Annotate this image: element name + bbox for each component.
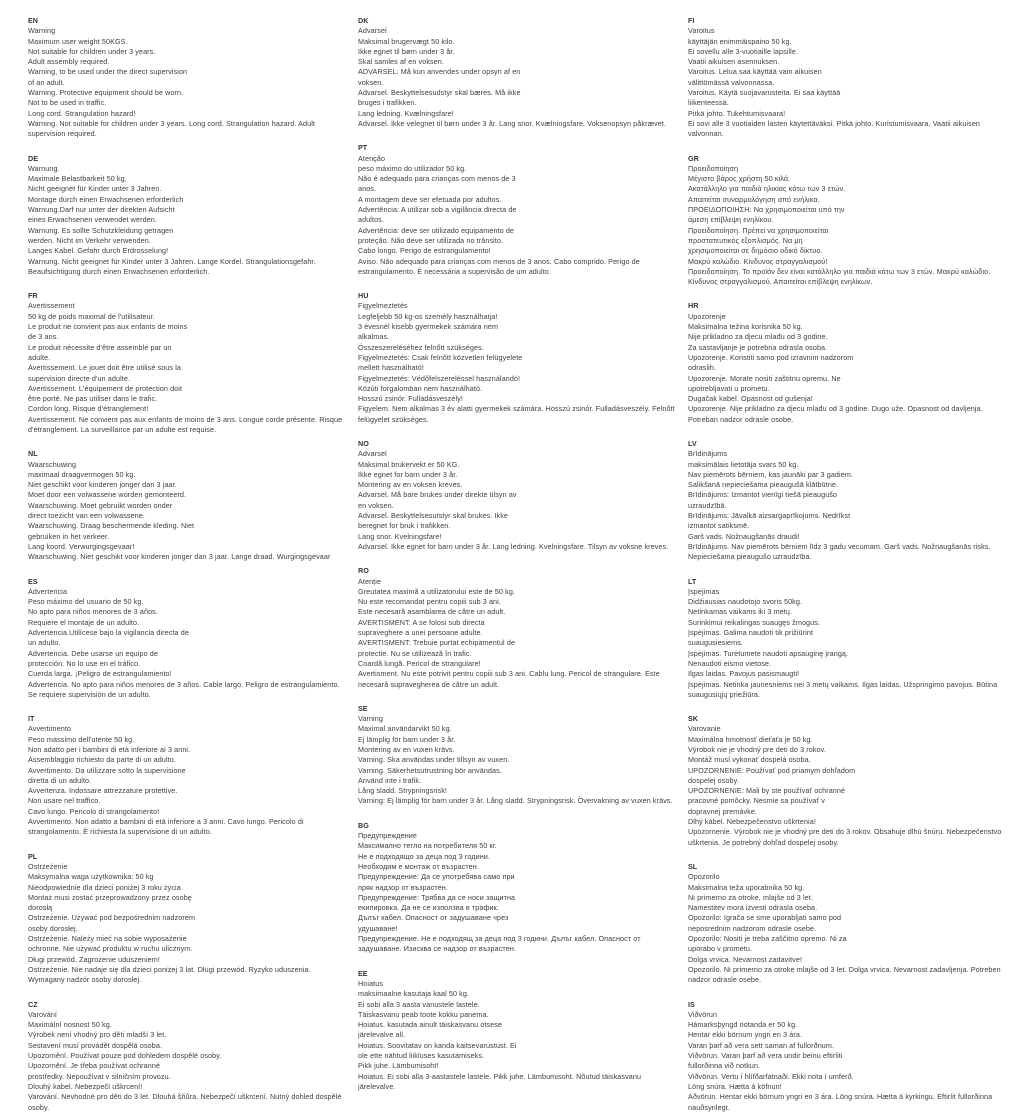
warning-text-line: Non usare nel traffico. xyxy=(28,796,101,806)
warning-text-line: Upozorenje. Morate nositi zaštitnu opremu. Ne xyxy=(688,373,841,383)
warning-text-line: Προειδοποίηση. Το προϊόν δεν είναι κατάλληλο για παιδιά κάτω των 3 ετών. Μακρύ καλώδιο. Κίνδυνος στραγγαλισμού. Απαιτείται επίβλεψη ενηλίκων. xyxy=(688,266,991,287)
language-code-label: DK xyxy=(358,16,369,25)
warning-text-line: Varoitus xyxy=(688,26,715,36)
warning-text-line: uzraudzībā. xyxy=(688,500,727,510)
warning-text-line: Avertissement. Ne convient pas aux enfants de moins de 3 ans. Longue corde présente. Risque d'étranglement. La surveillance par un adulte est requise. xyxy=(28,414,343,434)
warning-text-line: χρησιμοποιείται σε δημόσιο οδικό δίκτυο. xyxy=(688,246,823,256)
language-code-label: BG xyxy=(358,820,369,830)
warning-text-line: osoby dorosłej. xyxy=(28,923,78,933)
warning-text-line: Figyelmeztetés: Védőfelszereléssel használandó! xyxy=(358,373,521,383)
warning-text-line: Surinkimui reikalingas suaugęs žmogus. xyxy=(688,617,821,627)
warning-text-line: Avertissement xyxy=(28,301,75,311)
warning-text-line: Upozorenje. Koristiti samo pod izravnim nadzorom xyxy=(688,352,854,362)
lang-section-lt xyxy=(688,577,1008,701)
warning-text-line: Įspėjimas. Netinka jaunesniems nei 3 metų vaikams. Ilgas laidas. Užspringimo pavojus. Būtina suaugusiųjų priežiūra. xyxy=(688,679,998,699)
warning-text-line: Peso massimo dell'utente 50 kg. xyxy=(28,734,135,744)
warning-text-line: dospelej osoby. xyxy=(688,775,739,785)
warning-text-line: Dolga vrvica. Nevarnost zadavitve! xyxy=(688,954,803,964)
warning-text-line: Предупреждение. Не е подходящ за деца под 3 години. Дълъг кабел. Опасност от задушаване. Изисква се надзор от възрастен. xyxy=(358,934,641,954)
warning-text-line: Ακατάλληλο για παιδιά ηλικίας κάτω των 3 ετών. xyxy=(688,184,846,194)
warning-text-line: pracovné pomôcky. Nesmie sa používať v xyxy=(688,796,825,806)
warning-text-line: Varning. Ska användas under tillsyn av vuxen. xyxy=(358,755,510,765)
warning-text-line: Namestitev mora izvesti odrasla oseba. xyxy=(688,903,818,913)
language-code-label: FI xyxy=(688,16,695,25)
warning-text-line: prostředky. Nepoužívat v silničním provozu. xyxy=(28,1071,171,1081)
warning-text-line: Opozorilo xyxy=(688,872,720,882)
warning-text-line: Täiskasvanu peab toote kokku panema. xyxy=(358,1009,489,1019)
warning-text-line: Nije prikladno za djecu mlađu od 3 godine. xyxy=(688,332,828,342)
warning-text-line: Upozornění. Používat pouze pod dohledem dospělé osoby. xyxy=(28,1051,222,1061)
warning-text-line: välittömässä valvonnassa. xyxy=(688,77,775,87)
warning-text-line: 50 kg de poids maximal de l'utilisateur. xyxy=(28,311,155,321)
warning-text-line: Дълъг кабел. Опасност от задушаване чрез xyxy=(358,913,509,923)
warning-text-line: UPOZORNENIE: Používať pod priamym dohľadom xyxy=(688,765,856,775)
warning-text-line: dopravnej premávke. xyxy=(688,806,758,816)
warning-text-line: Avvertimento. Da utilizzare sotto la supervisione xyxy=(28,765,186,775)
language-code-label: SL xyxy=(688,861,698,871)
warning-text-line: Μακρύ καλώδιο. Κίνδυνος στραγγαλισμού! xyxy=(688,256,828,266)
warning-text-line: екипировка. Да не се използва в трафик. xyxy=(358,903,499,913)
warning-text-line: Cavo lungo. Pericolo di strangolamento! xyxy=(28,806,160,816)
warning-text-line: Maximálna hmotnosť dieťaťa je 50 kg. xyxy=(688,734,813,744)
language-code-label: NO xyxy=(358,438,369,448)
warning-text-line: neposrednim nadzorom odrasle osebe. xyxy=(688,923,817,933)
language-code-label: CZ xyxy=(28,999,38,1009)
warning-text-line: Assemblaggio richiesto da parte di un adulto. xyxy=(28,755,176,765)
warning-text-line: être porté. Ne pas utiliser dans le trafic. xyxy=(28,394,158,404)
warning-text-line: Viðvörun. Vertu í hlífðarfatnaði. Ekki nota í umferð. xyxy=(688,1071,854,1081)
warning-text-line: Requiere el montaje de un adulto. xyxy=(28,617,140,627)
warning-column-right xyxy=(688,16,1008,1112)
warning-text-line: Предупреждение: Да се употребява само при xyxy=(358,872,515,882)
warning-text-line: Hoiatus. Ei sobi alla 3-aastastele lastele. Pikk juhe. Lämbumisoht. Nõutud täiskasvanu järelevalve. xyxy=(358,1071,642,1091)
lang-section-sk xyxy=(688,714,1008,848)
warning-text-line: maksimālais lietotāja svars 50 kg. xyxy=(688,459,799,469)
warning-text-line: Salikšanā nepieciešama pieaugušā klātbūtne. xyxy=(688,480,839,490)
warning-text-line: 3 évesnél kisebb gyermekek számára nem xyxy=(358,322,499,332)
warning-text-line: Waarschuwing xyxy=(28,459,77,469)
warning-text-line: Hosszú zsinór. Fulladásveszély! xyxy=(358,394,463,404)
lang-section-fr xyxy=(28,291,348,435)
warning-text-line: Maximal användarvikt 50 kg. xyxy=(358,724,452,734)
lang-section-sl xyxy=(688,862,1008,986)
warning-text-line: Non adatto per i bambini di età inferiore ai 3 anni. xyxy=(28,745,191,754)
warning-text-line: Avvertimento xyxy=(28,724,72,734)
warning-text-line: Aviso. Não adequado para crianças com menos de 3 anos. Cabo comprido. Perigo de estrangulamento. É necessária a supervisão de um adulto. xyxy=(358,256,640,276)
warning-text-line: dorosłą xyxy=(28,903,53,913)
warning-text-line: Maximální nosnost 50 kg. xyxy=(28,1020,112,1030)
warning-text-line: Advarsel. Ikke velegnet til børn under 3 år. Lang snor. Kvælningsfare. Voksenopsyn påkrævet. xyxy=(358,118,667,128)
warning-text-line: Įspėjimas. Galima naudoti tik prižiūrint xyxy=(688,628,814,638)
warning-text-line: eines Erwachsenen verwendet werden. xyxy=(28,215,157,225)
lang-section-pl xyxy=(28,852,348,986)
warning-text-line: Viðvörun. Varan þarf að vera undir beinu eftirliti xyxy=(688,1051,843,1061)
warning-text-line: uporabo v prometu. xyxy=(688,944,753,954)
warning-text-line: Не е подходящо за деца под 3 години. xyxy=(358,851,490,861)
warning-text-line: A montagem deve ser efetuada por adultos. xyxy=(358,194,502,204)
warning-text-line: fullorðinna við notkun. xyxy=(688,1061,761,1071)
warning-text-line: en voksen. xyxy=(358,500,394,510)
warning-text-line: Greutatea maximă a utilizatorului este de 50 kg. xyxy=(358,586,516,596)
warning-text-line: Upozorenje. Nije prikladno za djecu mlađu od 3 godine. Dugo uže. Opasnost od davljenja. Potreban nadzor odrasle osobe. xyxy=(688,404,983,424)
warning-text-line: Not suitable for children under 3 years. xyxy=(28,46,156,56)
warning-text-line: peso máximo do utilizador 50 kg. xyxy=(358,163,467,173)
warning-text-line: Adult assembly required. xyxy=(28,57,110,67)
warning-text-line: Dugačak kabel. Opasnost od gušenja! xyxy=(688,394,813,404)
warning-text-line: Lång sladd. Strypningsrisk! xyxy=(358,786,447,796)
language-code-label: GR xyxy=(688,153,699,163)
warning-text-line: Maksimalna težina korisnika 50 kg. xyxy=(688,322,803,332)
warning-text-line: izmantot satiksmē. xyxy=(688,521,750,531)
warning-text-line: Opozorilo: Nositi je treba zaščitno opremo. Ni za xyxy=(688,934,847,944)
warning-text-line: Aðvörun. Hentar ekki börnum yngri en 3 ára. Löng snúra. Hætta á kyrkingu. Eftirlit fullorðinna nauðsynlegt. xyxy=(688,1092,993,1112)
warning-text-line: Varování xyxy=(28,1009,58,1019)
warning-text-line: Ej lämplig för barn under 3 år. xyxy=(358,734,456,744)
language-code-label: SE xyxy=(358,703,368,713)
warning-text-line: Löng snúra. Hætta á köfnun! xyxy=(688,1081,782,1091)
warning-text-line: Įspėjimas xyxy=(688,586,720,596)
language-code-label: LT xyxy=(688,576,697,586)
language-code-label: LV xyxy=(688,438,697,448)
warning-text-line: Brīdinājums: Jāvalkā aizsargaprīkojums. Nedrīkst xyxy=(688,511,851,521)
warning-text-line: Niet geschikt voor kinderen jonger dan 3 jaar. xyxy=(28,480,177,490)
warning-text-line: Προειδοποίηση xyxy=(688,163,739,173)
warning-text-line: Langes Kabel. Gefahr durch Erdrosselung! xyxy=(28,246,169,256)
warning-text-line: No apto para niños menores de 3 años. xyxy=(28,607,158,617)
warning-text-line: Upozornenie. Výrobok nie je vhodný pre deti do 3 rokov. Obsahuje dlhú šnúru. Nebezpečenstvo uškrtenia. Je potrebný dohľad dospelej osoby. xyxy=(688,827,1002,847)
lang-section-en xyxy=(28,16,348,140)
warning-text-line: Atenção xyxy=(358,153,386,163)
warning-text-line: Warnung. Nicht geeignet für Kinder unter 3 Jahren. Lange Kordel. Strangulationsgefahr. Beaufsichtigung durch einen Erwachsenen erforderlich. xyxy=(28,256,316,276)
warning-text-line: Advarsel. Beskyttelsesudstyr skal bæres. Må ikke xyxy=(358,88,521,98)
warning-text-line: mellett használható! xyxy=(358,363,424,373)
warning-text-line: Avertisment. Nu este potrivit pentru copiii sub 3 ani. Cablu lung. Pericol de strangulare. Este necesară supravegherea de către un adult. xyxy=(358,669,660,689)
lang-section-fi xyxy=(688,16,1008,140)
lang-section-gr xyxy=(688,154,1008,288)
warning-text-line: Opozorilo: Igrača se sme uporabljati samo pod xyxy=(688,913,842,923)
warning-text-line: Didžiausias naudotojo svoris 50kg. xyxy=(688,597,803,607)
warning-text-line: Warning. Protective equipment should be worn. xyxy=(28,88,184,98)
warning-text-line: άμεση επίβλεψη ενηλίκου. xyxy=(688,215,774,225)
warning-text-line: Figyelmeztetés xyxy=(358,301,408,311)
warning-text-line: Waarschuwing. Draag beschermende kleding. Niet xyxy=(28,521,195,531)
warning-text-line: ochronne. Nie używać produktu w ruchu ulicznym. xyxy=(28,944,193,954)
warning-text-line: Advertencia. Debe usarse un equipo de xyxy=(28,648,158,658)
warning-text-line: Ilgas laidas. Pavojus pasismaugti! xyxy=(688,669,800,679)
warning-text-line: Varning xyxy=(358,714,383,724)
warning-text-line: Za sastavljanje je potrebna odrasla osoba. xyxy=(688,342,828,352)
warning-text-line: werden. Nicht im Verkehr verwenden. xyxy=(28,235,151,245)
language-code-label: ES xyxy=(28,576,38,586)
warning-text-line: Ei sovellu alle 3-vuotiaille lapsille. xyxy=(688,46,799,56)
lang-section-ee xyxy=(358,969,678,1093)
warning-text-line: Warning xyxy=(28,26,56,36)
warning-text-line: direct toezicht van een volwassene. xyxy=(28,511,145,521)
warning-text-line: supraveghere a unei persoane adulte. xyxy=(358,628,483,638)
language-code-label: RO xyxy=(358,566,369,576)
warning-text-line: Este necesară asamblarea de către un adult. xyxy=(358,607,506,617)
warning-text-line: Peso máximo del usuario de 50 kg. xyxy=(28,597,144,607)
lang-section-it xyxy=(28,714,348,838)
warning-text-line: Warnung. xyxy=(28,163,60,173)
warning-text-line: suaugusiesiems. xyxy=(688,638,744,648)
lang-section-es xyxy=(28,577,348,701)
warning-text-line: Необходим е монтаж от възрастен. xyxy=(358,861,479,871)
lang-section-de xyxy=(28,154,348,278)
warning-text-line: Legfeljebb 50 kg-os személy használhatja! xyxy=(358,311,498,321)
warning-text-line: Hoiatus. kasutada ainult täiskasvanu otsese xyxy=(358,1020,503,1030)
lang-section-lv xyxy=(688,439,1008,563)
lang-section-hu xyxy=(358,291,678,425)
warning-text-line: Avertissement. Le jouet doit être utilisé sous la xyxy=(28,363,181,373)
lang-section-nl xyxy=(28,449,348,562)
lang-section-is xyxy=(688,1000,1008,1113)
warning-text-line: Använd inte i trafik. xyxy=(358,775,422,785)
warning-text-line: Advertência: deve ser utilizado equipamento de xyxy=(358,225,515,235)
warning-text-line: Cuerda larga. ¡Peligro de estrangulamiento! xyxy=(28,669,172,679)
warning-text-line: Varování. Nevhodné pro děti do 3 let. Dlouhá šňůra. Nebezpečí uškrcení. Nutný dohled dospělé osoby. xyxy=(28,1092,342,1112)
warning-text-line: Hoiatus xyxy=(358,978,384,988)
lang-section-dk xyxy=(358,16,678,129)
language-code-label: PT xyxy=(358,143,368,153)
warning-text-line: gebruiken in het verkeer. xyxy=(28,531,110,541)
warning-text-line: Ostrzeżenie. Nie nadaje się dla dzieci poniżej 3 lat. Długi przewód. Ryzyko uduszenia. Wymagany nadzór osoby dorosłej. xyxy=(28,964,311,985)
warning-text-line: Avvertenza. Indossare attrezzature protettive. xyxy=(28,786,178,796)
warning-text-line: Upozorenje xyxy=(688,311,726,321)
warning-text-line: Warnung.Darf nur unter der direkten Aufsicht xyxy=(28,205,175,215)
warning-text-line: Įspėjimas. Turėtumete naudoti apsauginę įrangą. xyxy=(688,648,849,658)
warning-text-line: of an adult. xyxy=(28,77,65,87)
warning-text-line: ADVARSEL: Må kun anvendes under opsyn af en xyxy=(358,67,521,77)
warning-text-line: Pitkä johto. Tukehtumisvaara! xyxy=(688,108,786,118)
warning-text-line: Výrobek není vhodný pro děti mladší 3 let. xyxy=(28,1030,167,1040)
warning-text-line: Warning, to be used under the direct supervision xyxy=(28,67,188,77)
warning-text-line: Opozorilo. Ni primerno za otroke mlajše od 3 let. Dolga vrvica. Nevarnost zadavljenja. Potreben nadzor odrasle osebe. xyxy=(688,964,1001,985)
warning-text-line: Varoitus. Käytä suojavarusteita. Ei saa käyttää xyxy=(688,88,841,98)
warning-text-line: Maximale Belastbarkeit 50 kg. xyxy=(28,174,127,184)
warning-text-line: Long cord. Strangulation hazard! xyxy=(28,108,136,118)
warning-text-line: Hámarksþyngd notanda er 50 kg. xyxy=(688,1020,798,1030)
warning-text-line: AVERTISMENT: Trebuie purtat echipamentul de xyxy=(358,638,516,648)
warning-text-line: Warning. Not suitable for children under 3 years. Long cord. Strangulation hazard. Adult supervision required. xyxy=(28,118,316,139)
warning-text-line: Ostrzeżenie. Używać pod bezpośrednim nadzorem xyxy=(28,913,196,923)
lang-section-se xyxy=(358,704,678,807)
warning-text-line: Ikke egnet til børn under 3 år. xyxy=(358,46,455,56)
warning-text-line: Cordon long. Risque d'étranglement! xyxy=(28,404,149,414)
warning-text-line: Długi przewód. Zagrożenie uduszeniem! xyxy=(28,954,160,964)
warning-text-line: Advarsel xyxy=(358,449,387,459)
warning-text-line: upotrebljavati u prometu. xyxy=(688,383,770,393)
warning-text-line: Netinkamas vaikams iki 3 metų. xyxy=(688,607,793,617)
warning-text-line: Összeszereléséhez felnőtt szükséges. xyxy=(358,342,484,352)
warning-text-line: Montering av en voksen kreves. xyxy=(358,480,463,490)
language-code-label: EN xyxy=(28,16,38,25)
warning-text-line: Výrobok nie je vhodný pre deti do 3 rokov. xyxy=(688,745,826,754)
warning-text-line: bruges i trafikken. xyxy=(358,98,417,108)
warning-text-line: AVERTISMENT: A se folosi sub directa xyxy=(358,617,485,627)
warning-text-line: Maksimal brukervekt er 50 KG. xyxy=(358,459,460,469)
warning-text-line: Figyelmeztetés: Csak felnőtt közvetlen felügyelete xyxy=(358,352,523,362)
warning-text-line: Advertência: A utilizar sob a vigilância directa de xyxy=(358,205,517,215)
language-code-label: PL xyxy=(28,851,38,861)
warning-text-line: Advertencia.Utilícese bajo la vigilancia directa de xyxy=(28,628,189,638)
warning-text-line: Maksymalna waga użytkownika: 50 kg xyxy=(28,872,154,882)
warning-text-line: Atenție xyxy=(358,576,382,586)
warning-text-line: Hoiatus. Soovitatav on kanda kaitsevarustust. Ei xyxy=(358,1040,517,1050)
warning-text-line: Not to be used in traffic. xyxy=(28,98,107,108)
language-code-label: SK xyxy=(688,714,698,724)
warning-text-line: Advarsel. Ikke egnet for barn under 3 år. Lang ledning. Kvelningsfare. Tilsyn av voksne kreves. xyxy=(358,541,669,551)
warning-text-line: odraslih. xyxy=(688,363,717,373)
language-code-label: IS xyxy=(688,999,695,1009)
warning-text-line: Ni primerno za otroke, mlajše od 3 let. xyxy=(688,892,813,902)
warning-text-line: anos. xyxy=(358,184,377,194)
warning-text-line: Lang snor. Kvelningsfare! xyxy=(358,531,442,541)
warning-text-line: Ostrzeżenie. Należy mieć na sobie wyposażenie xyxy=(28,934,187,944)
warning-text-line: Pikk juhe. Lämbumisoht! xyxy=(358,1061,439,1071)
warning-text-line: de 3 ans. xyxy=(28,332,59,342)
warning-text-line: Maksimalna teža uporabnika 50 kg. xyxy=(688,882,805,892)
warning-text-line: supervision directe d'un adulte. xyxy=(28,373,131,383)
warning-text-line: пряк надзор от възрастен. xyxy=(358,882,448,892)
warning-text-line: Προειδοποίηση. Πρέπει να χρησιμοποιείται xyxy=(688,225,829,235)
warning-text-line: Não é adequado para crianças com menos de 3 xyxy=(358,174,516,184)
warning-text-line: Upozornění. Je třeba používat ochranné xyxy=(28,1061,161,1071)
warning-text-line: Avvertimento. Non adatto a bambini di età inferiore a 3 anni. Cavo lungo. Pericolo di strangolamento. È richiesta la supervisione di un adulto. xyxy=(28,817,304,837)
warning-text-line: Максимално тегло на потребителя 50 кг. xyxy=(358,841,497,851)
warning-text-line: Ostrzeżenie xyxy=(28,861,68,871)
warning-text-line: Dlouhý kabel. Nebezpečí uškrcení! xyxy=(28,1081,143,1091)
warning-text-line: protectie. Nu se utilizează în trafic. xyxy=(358,648,472,658)
warning-text-line: ole ette nähtud liikluses kasutamiseks. xyxy=(358,1051,485,1061)
warning-text-line: Nav piemērots bērniem, kas jaunāki par 3 gadiem. xyxy=(688,469,853,479)
warning-text-line: Brīdinājums: Izmantot vienīgi tiešā pieaugušo xyxy=(688,490,838,500)
warning-column-left xyxy=(28,16,348,1112)
warning-text-line: maksimaalne kasutaja kaal 50 kg. xyxy=(358,989,470,999)
warning-text-line: Maksimal brugervægt 50 kilo. xyxy=(358,36,455,46)
warning-text-line: Vaatii aikuisen asennuksen. xyxy=(688,57,780,67)
lang-section-ro xyxy=(358,566,678,690)
warning-text-line: удушаване! xyxy=(358,923,398,933)
warning-text-line: un adulto. xyxy=(28,638,61,648)
warning-text-line: Skal samles af en voksen. xyxy=(358,57,444,67)
warning-text-line: Garš vads. Nožņaugšanās draudi! xyxy=(688,531,800,541)
warning-text-line: Advertencia xyxy=(28,586,68,596)
warning-text-line: Le produit nécessite d'être assemblé par un xyxy=(28,342,172,352)
warning-text-line: liikenteessä. xyxy=(688,98,729,108)
warning-text-line: Varning: Ej lämplig för barn under 3 år. Lång sladd. Strypningsrisk. Övervakning av vuxen krävs. xyxy=(358,796,673,806)
warning-text-line: maximaal draagvermogen 50 kg. xyxy=(28,469,136,479)
warning-text-line: Warnung. Es sollte Schutzkleidung getragen xyxy=(28,225,174,235)
warning-text-line: Közúti forgalomban nem használható. xyxy=(358,383,483,393)
warning-text-line: Sestavení musí provádět dospělá osoba. xyxy=(28,1040,163,1050)
warning-text-line: Brīdinājums. Nav piemērots bērniem līdz 3 gadu vecumam. Garš vads. Nožņaugšanās risks. Nepieciešama pieaugušo uzraudzība. xyxy=(688,541,991,562)
language-code-label: FR xyxy=(28,291,38,301)
warning-text-line: Nu este recomandat pentru copiii sub 3 ani. xyxy=(358,597,501,607)
warning-text-line: Varan þarf að vera sett saman af fullorðnum. xyxy=(688,1040,835,1050)
warning-text-line: protección. No lo use en el tráfico. xyxy=(28,658,141,668)
warning-text-line: Advarsel. Må bare brukes under direkte tilsyn av xyxy=(358,490,517,500)
warning-text-line: Lang koord. Verwurgingsgevaar! xyxy=(28,541,135,551)
warning-text-line: Waarschuwing. Moet gebruikt worden onder xyxy=(28,500,173,510)
warning-text-line: Avertissement. L'équipement de protection doit xyxy=(28,383,183,393)
language-code-label: IT xyxy=(28,714,35,724)
warning-text-line: Varoitus. Lelua saa käyttää vain aikuisen xyxy=(688,67,822,77)
warning-text-line: Advarsel. Beskyttelsesutstyr skal brukes. Ikke xyxy=(358,511,508,521)
warning-text-line: Waarschuwing. Niet geschikt voor kinderen jonger dan 3 jaar. Lange draad. Wurgingsgevaar xyxy=(28,552,331,562)
warning-text-line: Viðvörun xyxy=(688,1009,718,1019)
warning-text-line: Απαιτείται συναρμολόγηση από ενήλικα. xyxy=(688,194,820,204)
warning-text-line: Advarsel xyxy=(358,26,387,36)
warning-text-line: diretta di un adulto. xyxy=(28,775,92,785)
warning-text-line: Varovanie xyxy=(688,724,721,734)
warning-text-line: voksen. xyxy=(358,77,384,87)
warning-text-line: Maximum user weight 50KGS. xyxy=(28,36,128,46)
warning-text-line: Brīdinājums xyxy=(688,449,728,459)
warning-column-middle xyxy=(358,16,678,1091)
warning-text-line: Moet door een volwassene worden gemonteerd. xyxy=(28,490,187,500)
language-code-label: NL xyxy=(28,449,38,459)
warning-text-line: Ikke egnet for barn under 3 år. xyxy=(358,469,458,479)
warning-text-line: Advertencia. No apto para niños menores de 3 años. Cable largo. Peligro de estrangulamiento. Se requiere supervisión de un adulto. xyxy=(28,679,340,699)
warning-text-line: Nieodpowiednie dla dzieci poniżej 3 roku życia xyxy=(28,882,181,892)
warning-text-line: alkalmas. xyxy=(358,332,390,342)
warning-text-line: Montering av en vuxen krävs. xyxy=(358,745,455,754)
warning-text-line: beregnet for bruk i trafikken. xyxy=(358,521,451,531)
warning-text-line: proteção. Não deve ser utilizada no trânsito. xyxy=(358,235,504,245)
warning-text-line: Coardă lungă. Pericol de strangulare! xyxy=(358,658,481,668)
warning-text-line: Hentar ekki börnum yngri en 3 ára. xyxy=(688,1030,803,1040)
warning-text-line: Dlhý kábel. Nebezpečenstvo uškrtenia! xyxy=(688,817,816,827)
warning-text-line: προστατευτικός εξοπλισμός. Να μη xyxy=(688,235,803,245)
language-code-label: HR xyxy=(688,301,699,311)
lang-section-no xyxy=(358,439,678,552)
lang-section-hr xyxy=(688,301,1008,425)
lang-section-pt xyxy=(358,143,678,277)
warning-text-line: ΠΡΟΕΙΔΟΠΟΙΗΣΗ: Να χρησιμοποιείται υπό την xyxy=(688,205,845,215)
warning-text-line: Figyelem. Nem alkalmas 3 év alatti gyermekek számára. Hosszú zsinór. Fulladásveszély. Felnőtt felügyelet szükséges. xyxy=(358,404,675,424)
warning-text-line: käyttäjän enimmäispaino 50 kg. xyxy=(688,36,792,46)
lang-section-bg xyxy=(358,821,678,955)
language-code-label: DE xyxy=(28,153,38,163)
warning-text-line: Montage durch einen Erwachsenen erforderlich xyxy=(28,194,184,204)
warning-text-line: Montáž musí vykonať dospelá osoba. xyxy=(688,755,811,765)
warning-text-line: adultos. xyxy=(358,215,384,225)
warning-text-line: Μέγιστο βάρος χρήστη 50 κιλά. xyxy=(688,174,791,184)
warning-text-line: UPOZORNENIE: Mali by ste používať ochranné xyxy=(688,786,846,796)
warning-text-line: Ei sobi alla 3 aasta vanustele lastele. xyxy=(358,999,480,1009)
language-code-label: EE xyxy=(358,968,368,978)
warning-text-line: adulte. xyxy=(28,352,51,362)
warning-text-line: Nicht geeignet für Kinder unter 3 Jahren. xyxy=(28,184,162,194)
language-code-label: HU xyxy=(358,291,369,301)
warning-text-line: Cabo longo. Perigo de estrangulamento! xyxy=(358,246,491,256)
warning-text-line: Предупреждение: Трябва да се носи защитна xyxy=(358,892,516,902)
warning-text-line: Montaż musi zostać przeprowadzony przez osobę xyxy=(28,892,192,902)
warning-text-line: Предупреждение xyxy=(358,831,417,841)
warning-text-line: Le produit ne convient pas aux enfants de moins xyxy=(28,322,188,332)
warning-text-line: Lang ledning. Kvælningsfare! xyxy=(358,108,454,118)
warning-text-line: Ei sovi alle 3 vuotiaiden lasten käytettäväksi. Pitkä johto. Kuristumisvaara. Vaatii aikuisen valvonnan. xyxy=(688,118,981,139)
lang-section-cz xyxy=(28,1000,348,1113)
warning-text-line: Varning. Säkerhetsutrustning bör användas. xyxy=(358,765,502,775)
warning-text-line: järelevalve all. xyxy=(358,1030,406,1040)
warning-text-line: Nenaudoti eismo vietose. xyxy=(688,658,772,668)
